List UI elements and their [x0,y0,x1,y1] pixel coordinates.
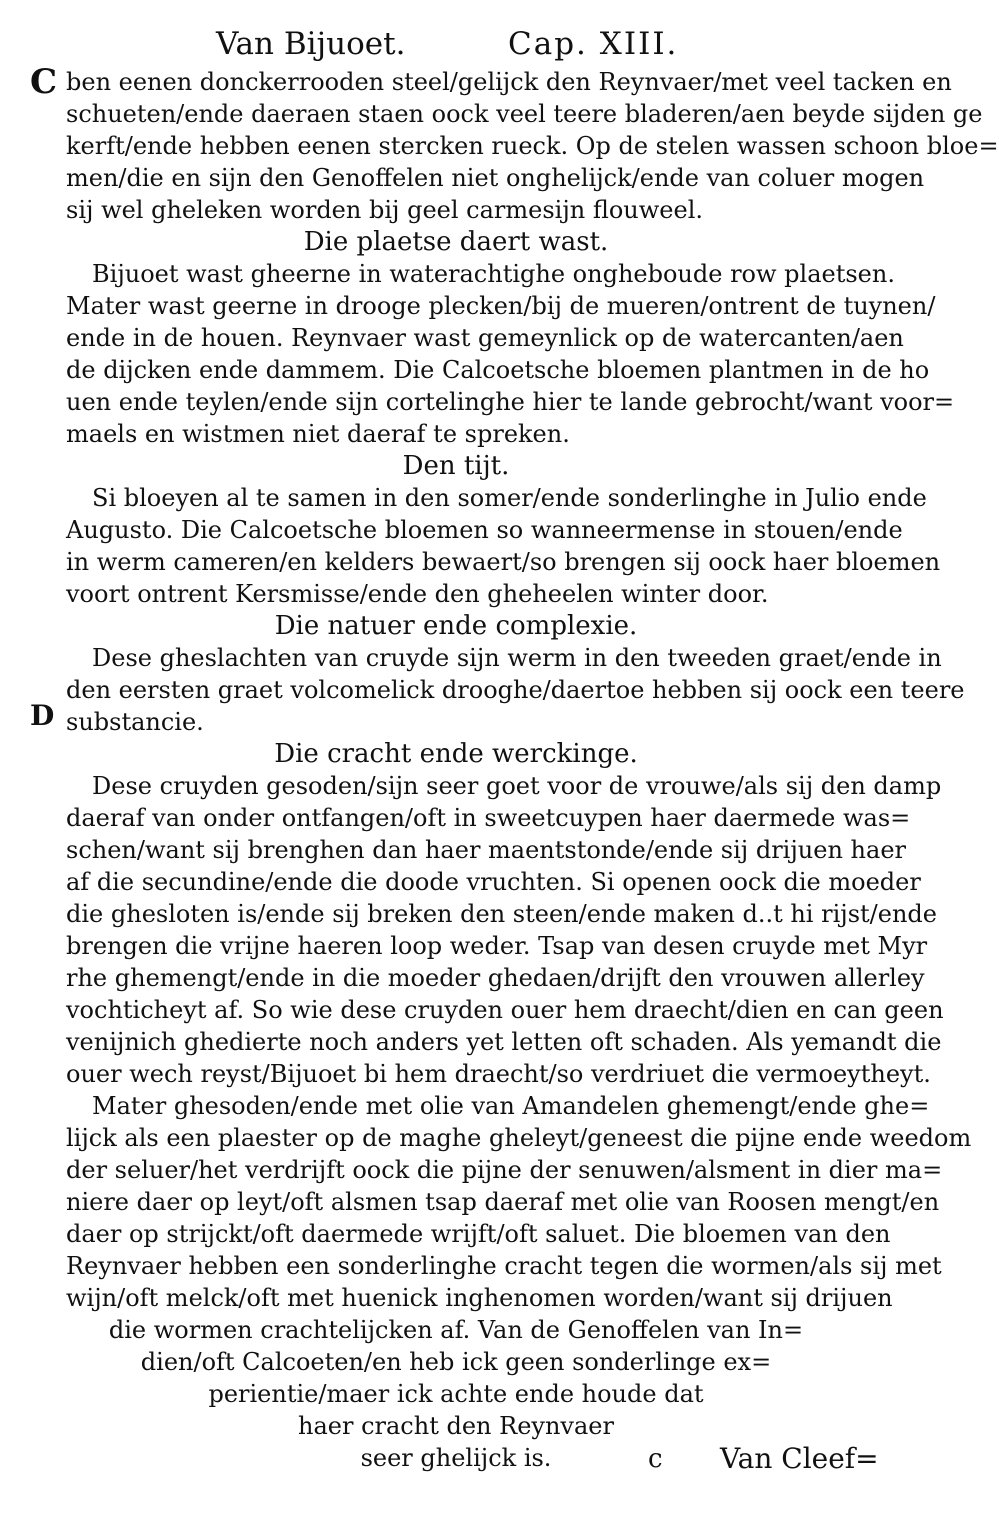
margin-letter-d: D [30,699,55,732]
section-heading: Die natuer ende complexie. [274,611,638,641]
text-line: Reynvaer hebben een sonderlinghe cracht tegen die wormen/als sij met [66,1252,942,1280]
text-line: wijn/oft melck/oft met huenick inghenomen worden/want sij drijuen [66,1284,893,1312]
text-line: daer op strijckt/oft daermede wrijft/oft saluet. Die bloemen van den [66,1220,891,1248]
text-line: Bijuoet wast gheerne in waterachtighe ongheboude row plaetsen. [92,260,895,288]
text-line: Augusto. Die Calcoetsche bloemen so wanneermense in stouen/ende [66,516,903,544]
text-line: voort ontrent Kersmisse/ende den gheheelen winter door. [66,580,769,608]
text-line: schueten/ende daeraen staen oock veel teere bladeren/aen beyde sijden ge [66,100,983,128]
page-text [66,66,999,1474]
text-line: perientie/maer ick achte ende houde dat [208,1380,704,1408]
text-line: de dijcken ende dammem. Die Calcoetsche bloemen plantmen in de ho [66,356,930,384]
text-line: Si bloeyen al te samen in den somer/ende sonderlinghe in Julio ende [92,484,927,512]
text-line: brengen die vrijne haeren loop weder. Tsap van desen cruyde met Myr [66,932,928,960]
text-line: lijck als een plaester op de maghe gheleyt/geneest die pijne ende weedom [66,1124,972,1152]
text-line: ben eenen donckerrooden steel/gelijck den Reynvaer/met veel tacken en [66,68,952,96]
text-line: Mater wast geerne in drooge plecken/bij de mueren/ontrent de tuynen/ [66,292,936,320]
text-line: kerft/ende hebben eenen stercken rueck. Op de stelen wassen schoon bloe= [66,132,999,160]
section-heading: Die plaetse daert wast. [303,227,609,257]
text-line: schen/want sij brenghen dan haer maentstonde/ende sij drijuen haer [66,836,906,864]
text-line: die ghesloten is/ende sij breken den steen/ende maken d..t hi rijst/ende [66,900,937,928]
section-heading: Die cracht ende werckinge. [274,739,638,769]
section-heading: Den tijt. [402,451,510,481]
text-line: Mater ghesoden/ende met olie van Amandelen ghemengt/ende ghe= [92,1092,930,1120]
text-line: seer ghelijck is. [360,1444,552,1472]
running-header [0,22,900,66]
text-line: vochticheyt af. So wie dese cruyden ouer hem draecht/dien en can geen [66,996,944,1024]
chapter-number: Cap. XIII. [508,26,679,62]
text-line: uen ende teylen/ende sijn cortelinghe hier te lande gebrocht/want voor= [66,388,955,416]
text-line: af die secundine/ende die doode vruchten. Si openen oock die moeder [66,868,921,896]
text-line: ende in de houen. Reynvaer wast gemeynlick op de watercanten/aen [66,324,904,352]
margin-letter-c: C [30,62,58,102]
header-title: Van Bijuoet. [216,26,406,62]
catchword: Van Cleef= [720,1442,879,1475]
text-line: den eersten graet volcomelick drooghe/daertoe hebben sij oock een teere [66,676,965,704]
text-line: in werm cameren/en kelders bewaert/so brengen sij oock haer bloemen [66,548,941,576]
text-line: rhe ghemengt/ende in die moeder ghedaen/drijft den vrouwen allerley [66,964,925,992]
text-line: daeraf van onder ontfangen/oft in sweetcuypen haer daermede was= [66,804,911,832]
text-line: substancie. [66,708,204,736]
text-line: die wormen crachtelijcken af. Van de Genoffelen van In= [108,1316,804,1344]
text-line: haer cracht den Reynvaer [298,1412,614,1440]
text-line: sij wel gheleken worden bij geel carmesijn flouweel. [66,196,704,224]
text-line: der seluer/het verdrijft oock die pijne der senuwen/alsment in dier ma= [66,1156,943,1184]
text-line: Dese gheslachten van cruyde sijn werm in den tweeden graet/ende in [92,644,942,672]
text-line: Dese cruyden gesoden/sijn seer goet voor de vrouwe/als sij den damp [92,772,942,800]
text-line: men/die en sijn den Genoffelen niet ongheliјck/ende van coluer mogen [66,164,925,192]
text-line: venijnich ghedierte noch anders yet letten oft schaden. Als yemandt die [66,1028,942,1056]
text-line: niere daer op leyt/oft alsmen tsap daeraf met olie van Roosen mengt/en [66,1188,940,1216]
text-line: maels en wistmen niet daeraf te spreken. [66,420,570,448]
text-line: ouer wech reyst/Bijuoet bi hem draecht/so verdriuet die vermoeytheyt. [66,1060,931,1088]
text-line: dien/oft Calcoeten/en heb ick geen sonderlinge ex= [140,1348,772,1376]
signature-mark: c [648,1444,663,1474]
